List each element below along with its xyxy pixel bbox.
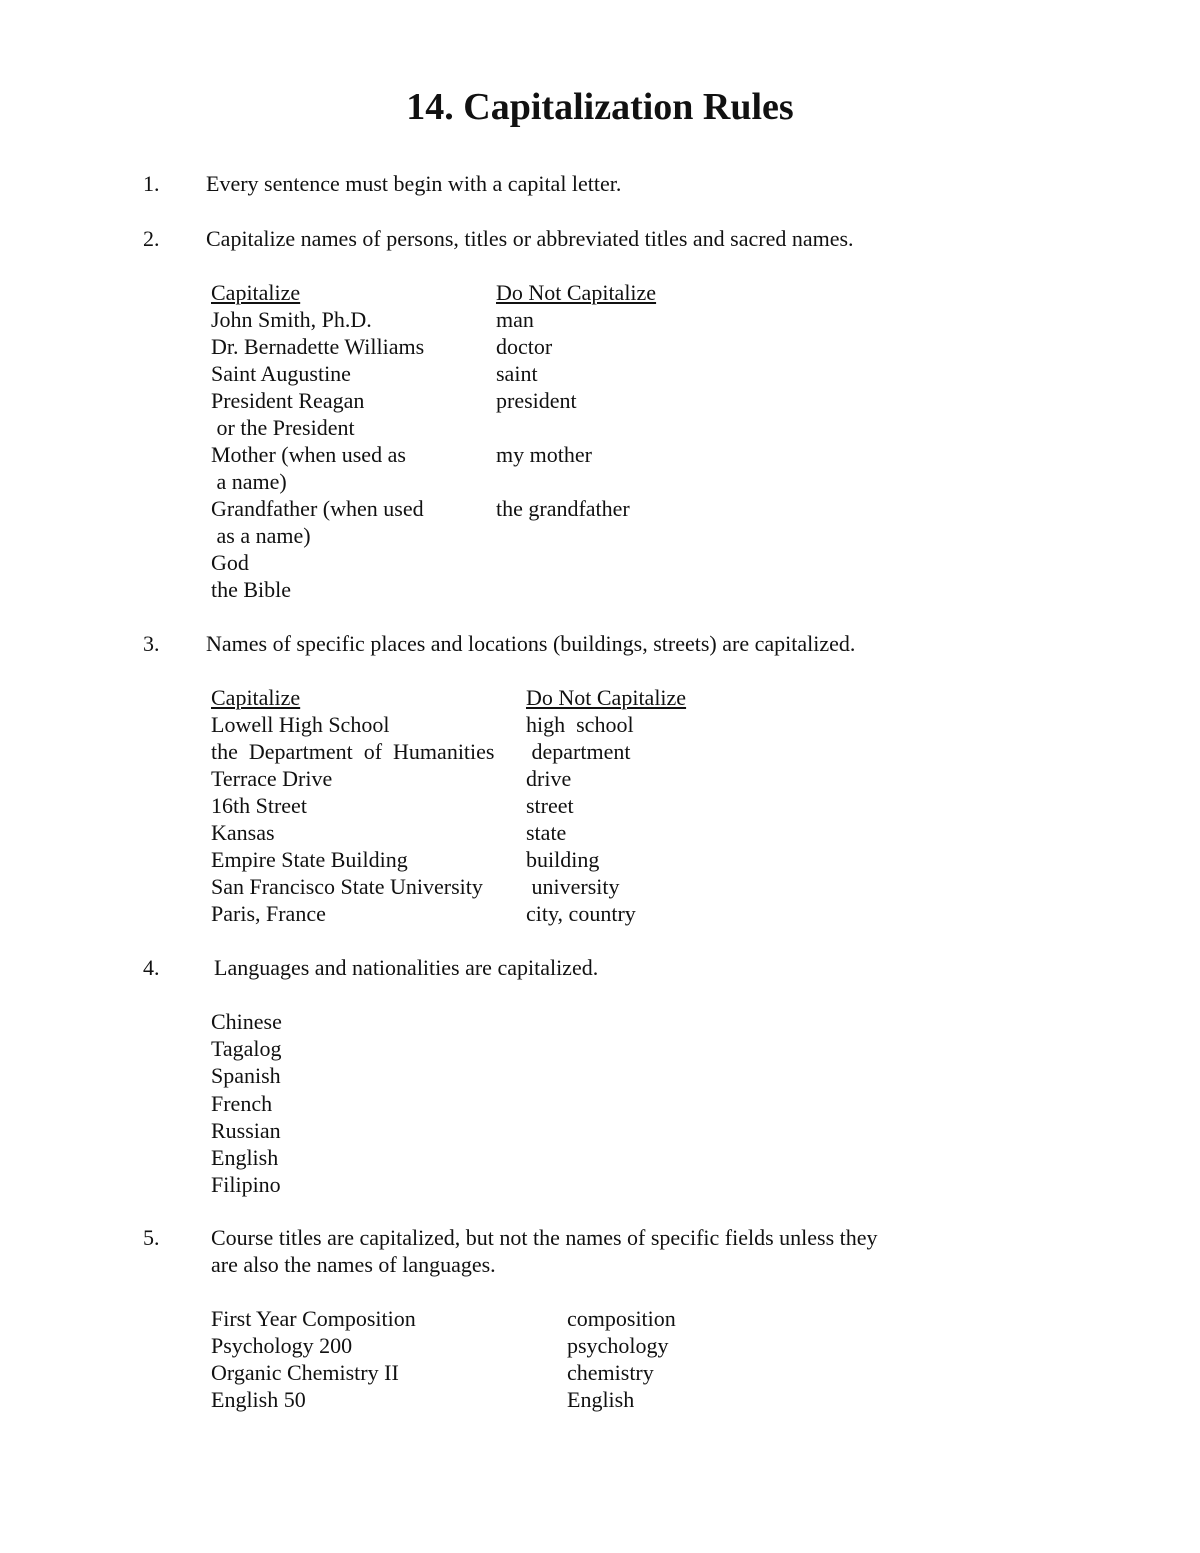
- table-cell: doctor: [496, 334, 553, 359]
- table-cell: saint: [496, 361, 538, 386]
- table-cell: English: [567, 1387, 635, 1412]
- table-cell: Empire State Building: [211, 847, 408, 872]
- table-cell: a name): [211, 469, 287, 494]
- rule-number: 3.: [143, 631, 160, 656]
- table-cell: city, country: [526, 901, 636, 926]
- rule-text: Every sentence must begin with a capital letter.: [206, 171, 622, 196]
- table-cell: Dr. Bernadette Williams: [211, 334, 425, 359]
- table-cell: chemistry: [567, 1360, 654, 1385]
- table-cell: president: [496, 388, 577, 413]
- table-cell: state: [526, 820, 567, 845]
- table-cell: high school: [526, 712, 634, 737]
- table-cell: English 50: [211, 1387, 306, 1412]
- rule-text: Languages and nationalities are capitalized.: [214, 955, 599, 980]
- rule-number: 4.: [143, 955, 160, 980]
- rule-text: are also the names of languages.: [211, 1252, 496, 1277]
- table-cell: street: [526, 793, 574, 818]
- column-header-capitalize: Capitalize: [211, 280, 301, 305]
- column-header-capitalize: Capitalize: [211, 685, 301, 710]
- column-header-do-not-capitalize: Do Not Capitalize: [526, 685, 687, 710]
- table-cell: the Bible: [211, 577, 292, 602]
- table-cell: man: [496, 307, 534, 332]
- table-cell: composition: [567, 1306, 676, 1331]
- table-cell: as a name): [211, 523, 311, 548]
- table-cell: President Reagan: [211, 388, 365, 413]
- table-cell: Kansas: [211, 820, 275, 845]
- rule-number: 1.: [143, 171, 160, 196]
- table-cell: or the President: [211, 415, 355, 440]
- table-cell: my mother: [496, 442, 592, 467]
- list-item: Spanish: [211, 1063, 281, 1088]
- list-item: Russian: [211, 1118, 281, 1143]
- table-cell: Grandfather (when used: [211, 496, 424, 521]
- table-cell: God: [211, 550, 249, 575]
- list-item: Tagalog: [211, 1036, 282, 1061]
- table-cell: drive: [526, 766, 572, 791]
- page-title: 14. Capitalization Rules: [406, 86, 794, 128]
- table-cell: psychology: [567, 1333, 669, 1358]
- list-item: Filipino: [211, 1172, 281, 1197]
- list-item: English: [211, 1145, 279, 1170]
- table-cell: First Year Composition: [211, 1306, 416, 1331]
- rule-number: 2.: [143, 226, 160, 251]
- table-cell: the Department of Humanities: [211, 739, 495, 764]
- list-item: French: [211, 1091, 273, 1116]
- rule-number: 5.: [143, 1225, 160, 1250]
- table-cell: university: [526, 874, 620, 899]
- table-cell: building: [526, 847, 600, 872]
- table-cell: Organic Chemistry II: [211, 1360, 399, 1385]
- table-cell: Paris, France: [211, 901, 326, 926]
- table-cell: Lowell High School: [211, 712, 390, 737]
- column-header-do-not-capitalize: Do Not Capitalize: [496, 280, 657, 305]
- table-cell: Saint Augustine: [211, 361, 351, 386]
- table-cell: department: [526, 739, 631, 764]
- table-cell: the grandfather: [496, 496, 630, 521]
- rule-text: Course titles are capitalized, but not the names of specific fields unless they: [211, 1225, 878, 1250]
- table-cell: John Smith, Ph.D.: [211, 307, 372, 332]
- rule-text: Capitalize names of persons, titles or abbreviated titles and sacred names.: [206, 226, 854, 251]
- table-cell: 16th Street: [211, 793, 307, 818]
- table-cell: Terrace Drive: [211, 766, 333, 791]
- list-item: Chinese: [211, 1009, 282, 1034]
- table-cell: Mother (when used as: [211, 442, 406, 467]
- rule-text: Names of specific places and locations (buildings, streets) are capitalized.: [206, 631, 856, 656]
- table-cell: San Francisco State University: [211, 874, 483, 899]
- table-cell: Psychology 200: [211, 1333, 353, 1358]
